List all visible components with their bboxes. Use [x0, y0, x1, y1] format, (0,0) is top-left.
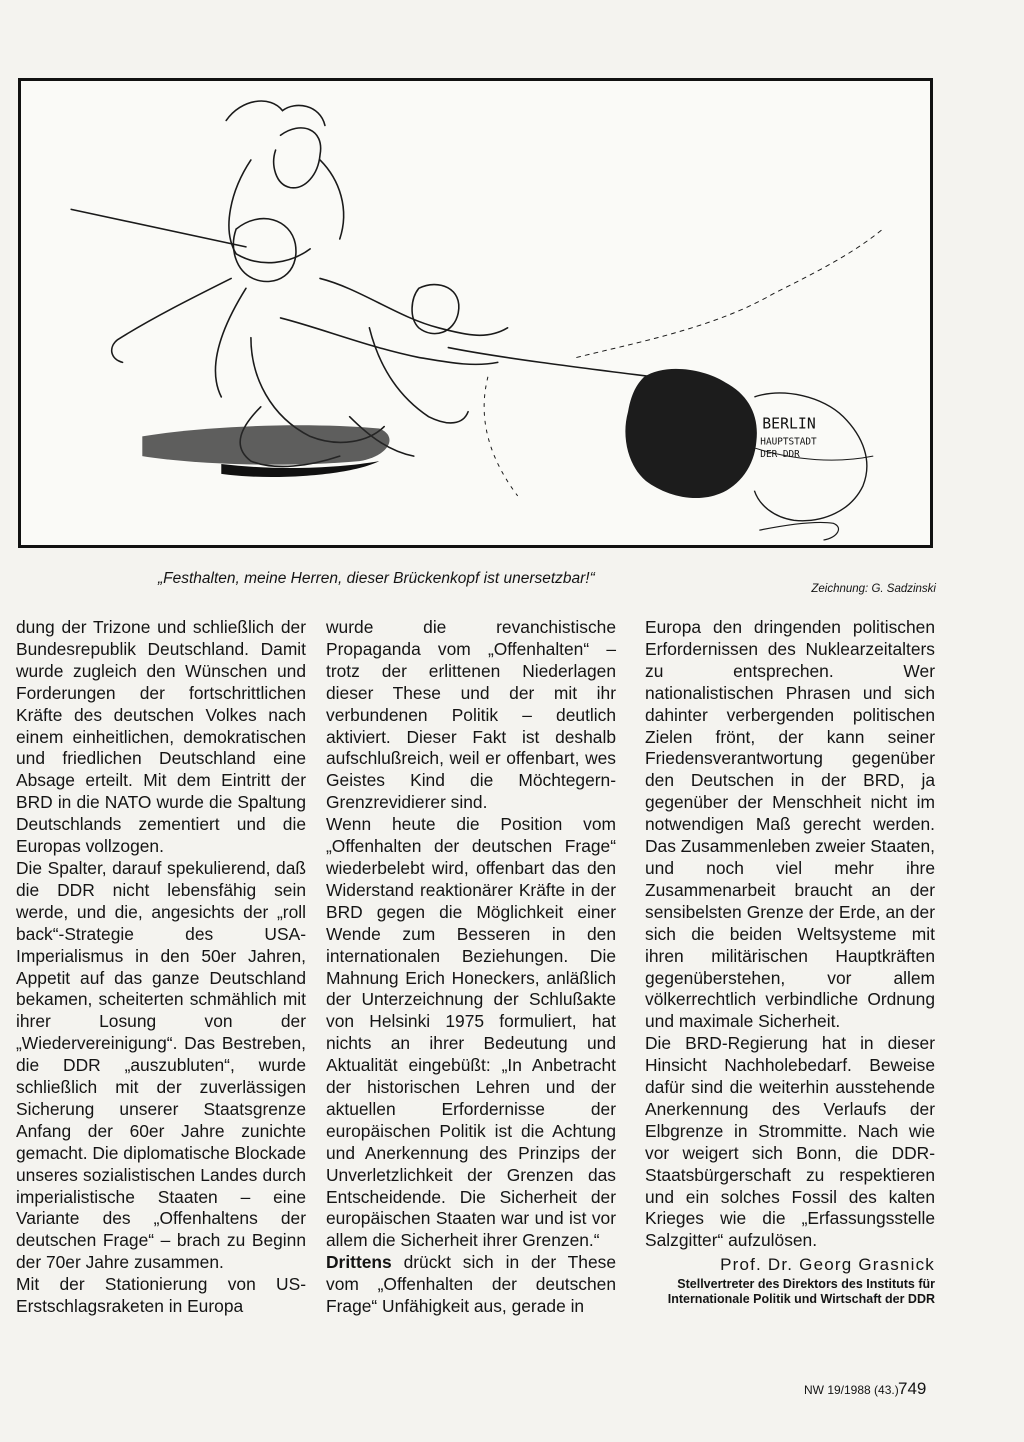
berlin-label: BERLIN	[762, 415, 816, 433]
text-column-2	[326, 617, 616, 1318]
paragraph	[326, 1252, 616, 1318]
author-role: Stellvertreter des Direktors des Instituts für Internationale Politik und Wirtschaft der DDR	[667, 1277, 935, 1307]
paragraph: wurde die revanchistische Propaganda vom „Offenhalten“ – trotz der erlittenen Niederlagen dieser These und der mit ihr verbundenen Politik – deutlich aktiviert. Dieser Fakt ist deshalb aufschlußreich, weil er offenbart, wes Geistes Kind die Möchtegern-Grenzrevidierer sind.	[326, 617, 616, 813]
paragraph: Europa den dringenden politischen Erfordernissen des Nuklearzeitalters zu entsprechen. Wer nationalistischen Phrasen und sich dahinter verbergenden politischen Zielen frönt, der kann seiner Friedensverantwortung gegenüber den Deutschen in der BRD, ja gegenüber der Menschheit nicht im notwendigen Maß gerecht werden. Das Zusammenleben zweier Staaten, und noch viel mehr ihre Zusammenarbeit braucht an der sensibelsten Grenze der Erde, an der sich die beiden Weltsysteme mit ihren militärischen Hauptkräften gegenüberstehen, vor allem völkerrechtlich verbindliche Ordnung und maximale Sicherheit.	[645, 617, 935, 1032]
paragraph: Die Spalter, darauf spekulierend, daß die DDR nicht lebensfähig sein werde, und die, angesichts der „roll back“-Strategie des USA-Imperialismus in den 50er Jahren, Appetit auf das ganze Deutschland bekamen, scheiterten schmählich mit ihrer Losung von der „Wiedervereinigung“. Das Bestreben, die DDR „auszubluten“, wurde schließlich mit der zuverlässigen Sicherung unserer Staatsgrenze Anfang der 60er Jahre zunichte gemacht. Die diplomatische Blockade unseres sozialistischen Landes durch imperialistische Staaten – eine Variante des „Offenhaltens der deutschen Frage“ – brach zu Beginn der 70er Jahre zusammen.	[16, 857, 306, 1273]
berlin-sublabel-1: HAUPTSTADT	[760, 436, 817, 448]
paragraph: Die BRD-Regierung hat in dieser Hinsicht Nachholebedarf. Beweise dafür sind die weiterhin ausstehende Anerkennung des Verlaufs der Elbgrenze in Strommitte. Nach wie vor weigert sich Bonn, die DDR-Staatsbürgerschaft zu respektieren und ein solches Fossil des kalten Krieges wie die „Erfassungsstelle Salzgitter“ aufzulösen.	[645, 1033, 935, 1251]
cartoon-credit: Zeichnung: G. Sadzinski	[811, 583, 936, 595]
cartoon-caption: „Festhalten, meine Herren, dieser Brückenkopf ist unersetzbar!“	[158, 570, 595, 587]
paragraph: Mit der Stationierung von US-Erstschlagsraketen in Europa	[16, 1274, 306, 1317]
author-name: Prof. Dr. Georg Grasnick	[720, 1255, 935, 1275]
cartoon-illustration	[18, 78, 933, 548]
text-column-1	[16, 617, 306, 1318]
berlin-sublabel-2: DER DDR	[760, 449, 800, 461]
paragraph: dung der Trizone und schließlich der Bundesrepublik Deutschland. Damit wurde zugleich den Wünschen und Forderungen der fortschrittlichen Kräfte des deutschen Volkes nach einem einheitlichen, demokratischen und friedlichen Deutschland eine Absage erteilt. Mit dem Eintritt der BRD in die NATO wurde die Spaltung Deutschlands zementiert und die Europas vollzogen.	[16, 617, 306, 857]
paragraph: Wenn heute die Position vom „Offenhalten der deutschen Frage“ wiederbelebt wird, offenbart das den Widerstand reaktionärer Kräfte in der BRD gegen die Möglichkeit einer Wende zum Besseren in den internationalen Beziehungen. Die Mahnung Erich Honeckers, anläßlich der Unterzeichnung der Schlußakte von Helsinki 1975 formuliert, hat nichts an ihrer Bedeutung und Aktualität eingebüßt: „In Anbetracht der historischen Lehren und der aktuellen Erfordernisse der europäischen Politik ist die Achtung und Anerkennung des Prinzips der Unverletzlichkeit der Grenzen das Entscheidende. Die Sicherheit der europäischen Staaten war und ist vor allem die Sicherheit ihrer Grenzen.“	[326, 814, 616, 1251]
page-number: 749	[898, 1379, 927, 1398]
text-column-3	[645, 617, 935, 1307]
cartoon-drawing	[21, 81, 930, 545]
paragraph-rest: drückt sich in der These vom „Offenhalten der deutschen Frage“ Unfähigkeit aus, gerade in	[326, 1252, 616, 1317]
emphasis-word: Drittens	[326, 1252, 392, 1273]
issue-label: NW 19/1988 (43.)	[804, 1383, 899, 1397]
